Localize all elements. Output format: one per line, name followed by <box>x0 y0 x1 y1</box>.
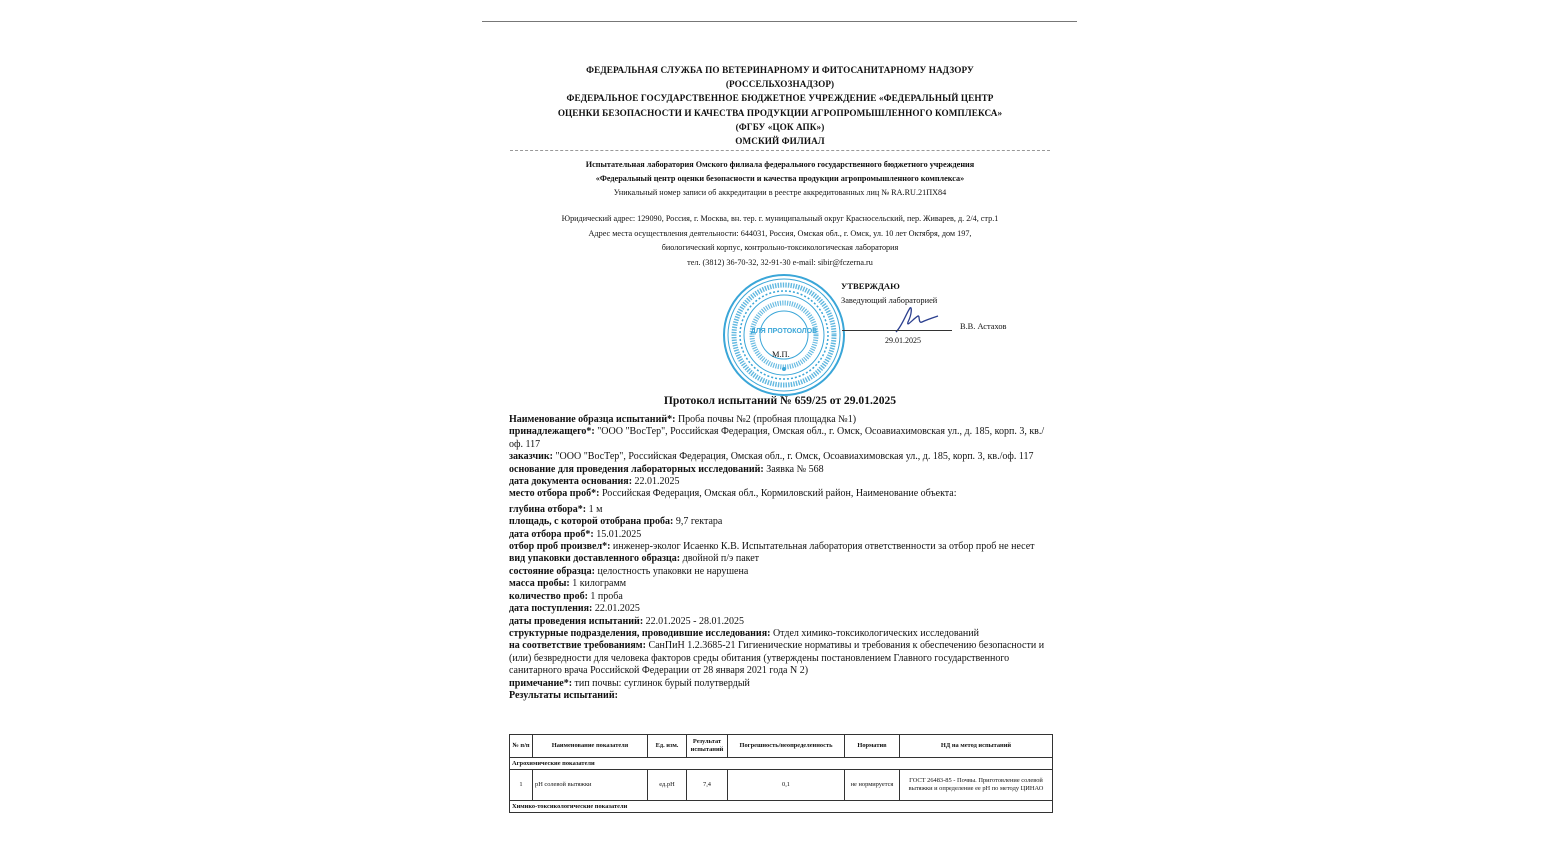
section-chemtox: Химико-токсикологические показатели <box>510 801 1053 813</box>
divider <box>510 150 1050 151</box>
lab-name-line-1: Испытательная лаборатория Омского филиала федерального государственного бюджетного учреждения <box>585 160 975 169</box>
field-requirements: на соответствие требованиям: СанПиН 1.2.3685-21 Гигиенические нормативы и требования к обеспечению безопасности и (или) безвредности для человека факторов среды обитания (утверждены постановлением Главного государственного санитарного врача Российской Федерации от 28 января 2021 года N 2) <box>509 640 1045 677</box>
field-basis-date: дата документа основания: 22.01.2025 <box>509 476 680 488</box>
field-customer: заказчик: "ООО "ВосТер", Российская Федерация, Омская обл., г. Омск, Осоавиахимовская ул., д. 185, корп. 3, кв./оф. 117 <box>509 451 1034 463</box>
field-sample-name: Наименование образца испытаний*: Проба почвы №2 (пробная площадка №1) <box>509 414 857 425</box>
signature-line <box>842 330 952 331</box>
approval-title: УТВЕРЖДАЮ <box>841 281 900 291</box>
approval-position: Заведующий лабораторией <box>841 296 938 305</box>
field-results-heading: Результаты испытаний: <box>509 689 618 701</box>
field-basis: основание для проведения лабораторных исследований: Заявка № 568 <box>509 463 824 475</box>
seal-place-label: М.П. <box>772 350 790 359</box>
cell-error: 0,1 <box>728 770 845 801</box>
field-departments: структурные подразделения, проводившие исследования: Отдел химико-токсикологических исследований <box>509 627 979 639</box>
col-indicator: Наименование показателя <box>533 735 648 758</box>
activity-address-1: Адрес места осуществления деятельности: 644031, Россия, Омская обл., г. Омск, ул. 10 лет Октября, дом 197, <box>588 228 972 238</box>
field-sampling-place: место отбора проб*: Российская Федерация, Омская обл., Кормиловский район, Наименование объекта: <box>509 488 957 500</box>
lab-name-line-2: «Федеральный центр оценки безопасности и качества продукции агропромышленного комплекса» <box>595 174 965 184</box>
header-line-2: (РОССЕЛЬХОЗНАДЗОР) <box>725 79 835 90</box>
cell-unit: ед.pH <box>648 770 687 801</box>
sample-fields <box>509 414 1054 702</box>
header-line-5: (ФГБУ «ЦОК АПК») <box>735 121 825 132</box>
header-line-4: ОЦЕНКИ БЕЗОПАСНОСТИ И КАЧЕСТВА ПРОДУКЦИИ АГРОПРОМЫШЛЕННОГО КОМПЛЕКСА» <box>557 107 1003 118</box>
results-table <box>509 734 1053 813</box>
table-header-row <box>510 735 1053 758</box>
signature <box>892 304 942 336</box>
lab-info <box>510 158 1050 201</box>
approval-date: 29.01.2025 <box>885 336 921 345</box>
col-result: Результат испытаний <box>687 735 728 758</box>
cell-number: 1 <box>510 770 533 801</box>
header-line-1: ФЕДЕРАЛЬНАЯ СЛУЖБА ПО ВЕТЕРИНАРНОМУ И ФИТОСАНИТАРНОМУ НАДЗОРУ <box>586 65 974 75</box>
field-condition: состояние образца: целостность упаковки не нарушена <box>509 565 749 577</box>
header-line-3: ФЕДЕРАЛЬНОЕ ГОСУДАРСТВЕННОЕ БЮДЖЕТНОЕ УЧРЕЖДЕНИЕ «ФЕДЕРАЛЬНЫЙ ЦЕНТР <box>566 93 994 104</box>
stamp-text: ДЛЯ ПРОТОКОЛОВ <box>750 328 818 335</box>
round-stamp <box>722 273 846 397</box>
field-received-date: дата поступления: 22.01.2025 <box>509 603 640 615</box>
field-sampling-date: дата отбора проб*: 15.01.2025 <box>509 528 642 540</box>
cell-method: ГОСТ 26483-85 - Почвы. Приготовление солевой вытяжки и определение ее pH по методу ЦИНАО <box>900 770 1053 801</box>
legal-address: Юридический адрес: 129090, Россия, г. Москва, вн. тер. г. муниципальный округ Красносельский, пер. Живарев, д. 2/4, стр.1 <box>561 214 999 223</box>
address-block <box>510 212 1050 270</box>
col-number: № п/п <box>510 735 533 758</box>
header-line-6: ОМСКИЙ ФИЛИАЛ <box>735 136 825 147</box>
contacts: тел. (3812) 36-70-32, 32-91-30 e-mail: sibir@fczerna.ru <box>687 257 873 267</box>
agency-header <box>510 63 1050 148</box>
table-section-row <box>510 801 1053 813</box>
field-note: примечание*: тип почвы: суглинок бурый полутвердый <box>509 677 750 689</box>
cell-indicator: pH солевой вытяжки <box>533 770 648 801</box>
field-mass: масса пробы: 1 килограмм <box>509 578 627 590</box>
accreditation-number: Уникальный номер записи об аккредитации в реестре аккредитованных лиц № RA.RU.21ПХ84 <box>613 188 947 198</box>
field-quantity: количество проб: 1 проба <box>509 590 623 602</box>
approver-name: В.В. Астахов <box>960 322 1007 331</box>
field-owner: принадлежащего*: "ООО "ВосТер", Российская Федерация, Омская обл., г. Омск, Осоавиахимовская ул., д. 185, корп. 3, кв./оф. 117 <box>509 426 1045 450</box>
cell-norm: не нормируется <box>845 770 900 801</box>
field-sampled-by: отбор проб произвел*: инженер-эколог Исаенко К.В. Испытательная лаборатория ответственности за отбор проб не несет <box>509 541 1035 553</box>
col-error: Погрешность/неопределенность <box>728 735 845 758</box>
section-agrochemical: Агрохимические показатели <box>510 758 1053 770</box>
field-test-dates: даты проведения испытаний: 22.01.2025 - 28.01.2025 <box>509 615 744 627</box>
activity-address-2: биологический корпус, контрольно-токсикологическая лаборатория <box>661 243 899 253</box>
top-rule <box>482 21 1077 22</box>
table-section-row <box>510 758 1053 770</box>
field-depth: глубина отбора*: 1 м <box>509 503 603 515</box>
document-page <box>470 0 1090 858</box>
col-method: НД на метод испытаний <box>900 735 1053 758</box>
col-unit: Ед. изм. <box>648 735 687 758</box>
protocol-title: Протокол испытаний № 659/25 от 29.01.2025 <box>663 394 897 407</box>
col-norm: Норматив <box>845 735 900 758</box>
field-area: площадь, с которой отобрана проба: 9,7 гектара <box>509 516 723 528</box>
table-row <box>510 770 1053 801</box>
cell-result: 7,4 <box>687 770 728 801</box>
field-packaging: вид упаковки доставленного образца: двойной п/э пакет <box>509 553 760 565</box>
